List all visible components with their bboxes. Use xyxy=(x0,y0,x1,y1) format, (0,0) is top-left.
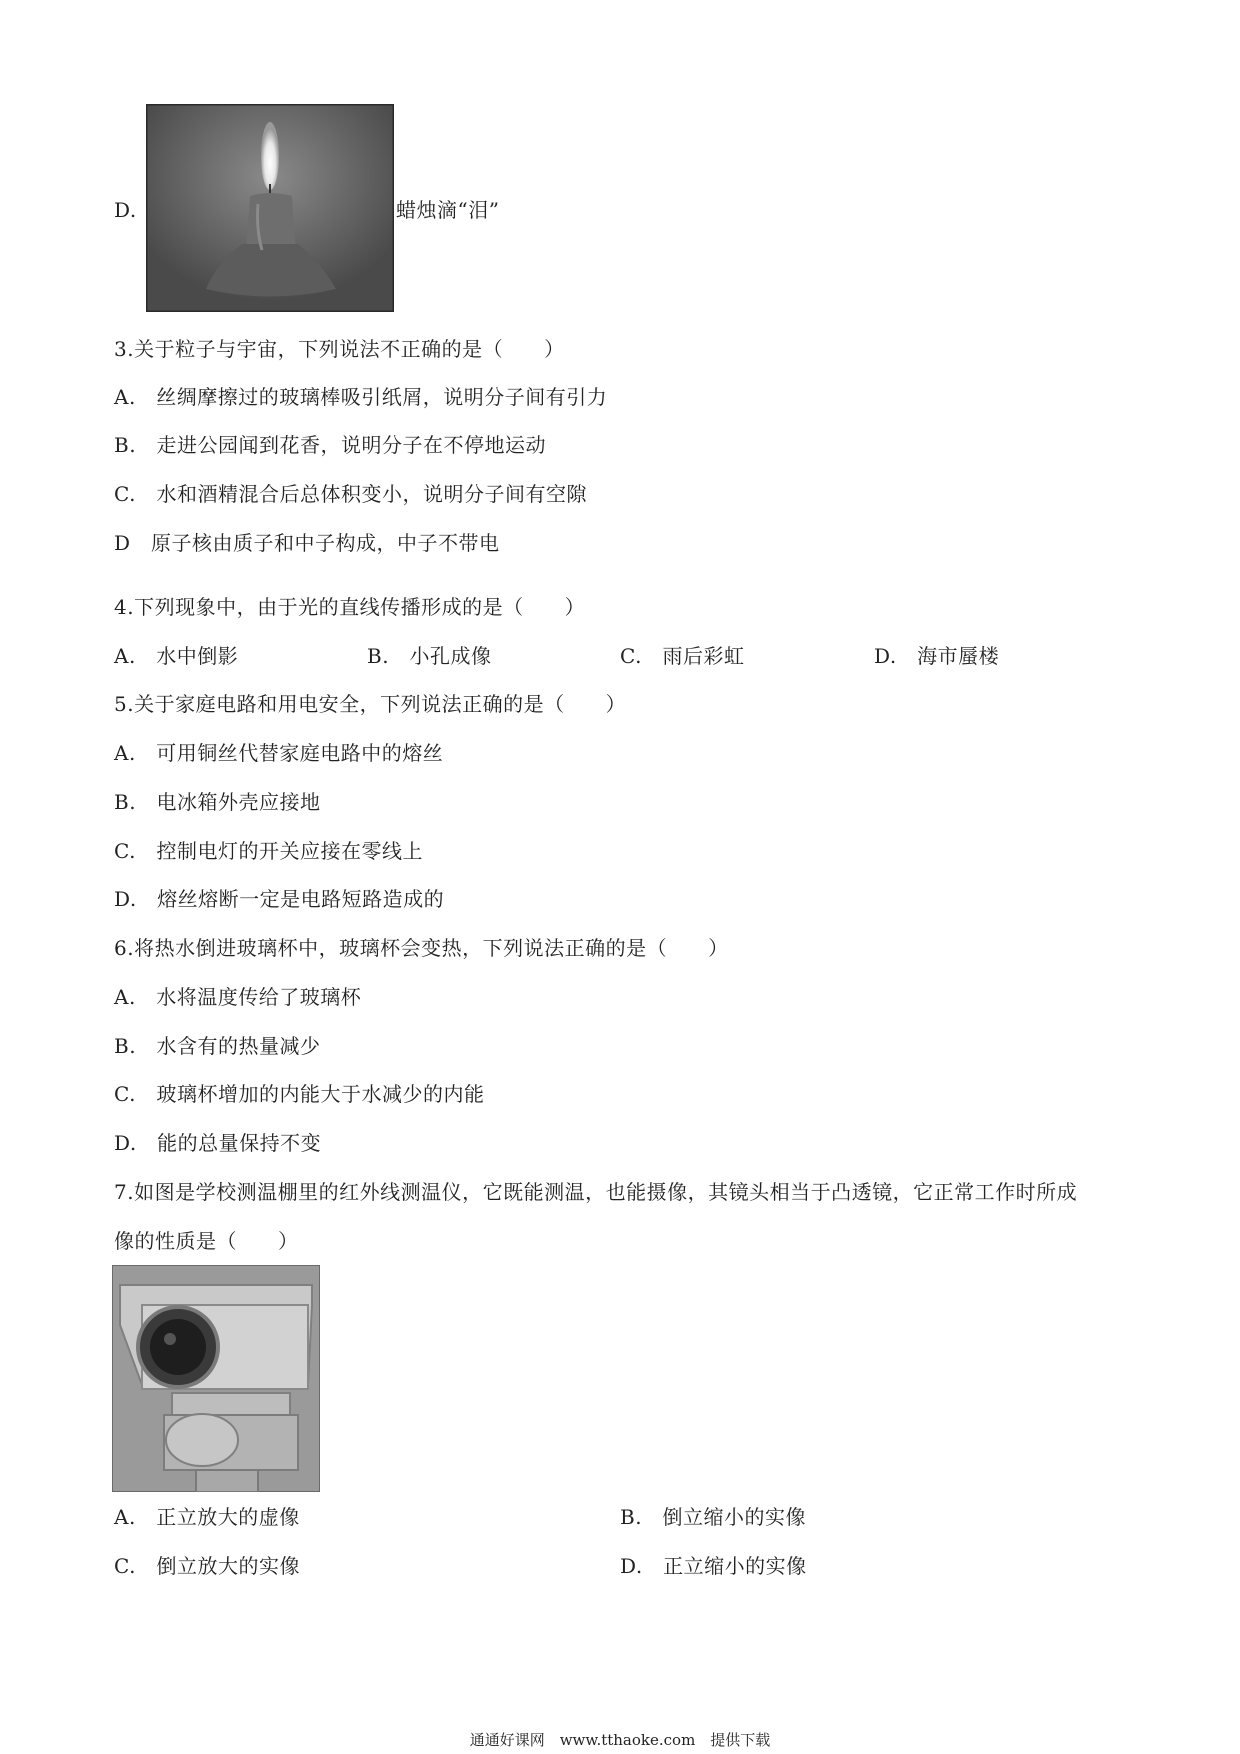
q7-option-b: B. 倒立缩小的实像 xyxy=(620,1505,807,1529)
q6-option-b: B. 水含有的热量减少 xyxy=(114,1034,321,1058)
q3-option-a: A. 丝绸摩擦过的玻璃棒吸引纸屑，说明分子间有引力 xyxy=(114,385,608,409)
q5-option-d: D. 熔丝熔断一定是电路短路造成的 xyxy=(114,887,445,911)
q7-option-d: D. 正立缩小的实像 xyxy=(620,1554,807,1578)
q5-option-a: A. 可用铜丝代替家庭电路中的熔丝 xyxy=(114,741,444,765)
q3-option-b: B. 走进公园闻到花香，说明分子在不停地运动 xyxy=(114,433,547,457)
q6-option-c: C. 玻璃杯增加的内能大于水减少的内能 xyxy=(114,1082,485,1106)
q4-stem: 4.下列现象中，由于光的直线传播形成的是（ ） xyxy=(114,595,586,619)
q2-option-d-caption: 蜡烛滴“泪” xyxy=(396,198,500,222)
infrared-camera-photo xyxy=(112,1265,320,1492)
q7-option-c: C. 倒立放大的实像 xyxy=(114,1554,300,1578)
q6-stem: 6.将热水倒进玻璃杯中，玻璃杯会变热，下列说法正确的是（ ） xyxy=(114,936,729,960)
q4-option-b: B. 小孔成像 xyxy=(367,644,492,668)
q2-option-d-letter: D. xyxy=(114,198,137,222)
candle-photo xyxy=(146,104,394,312)
q3-stem: 3.关于粒子与宇宙，下列说法不正确的是（ ） xyxy=(114,337,565,361)
q4-option-d: D. 海市蜃楼 xyxy=(874,644,1000,668)
q5-option-b: B. 电冰箱外壳应接地 xyxy=(114,790,321,814)
q6-option-a: A. 水将温度传给了玻璃杯 xyxy=(114,985,362,1009)
q4-option-a: A. 水中倒影 xyxy=(114,644,239,668)
q5-stem: 5.关于家庭电路和用电安全，下列说法正确的是（ ） xyxy=(114,692,627,716)
q7-stem-line-2: 像的性质是（ ） xyxy=(114,1229,299,1253)
q3-option-c: C. 水和酒精混合后总体积变小，说明分子间有空隙 xyxy=(114,482,587,506)
q6-option-d: D. 能的总量保持不变 xyxy=(114,1131,322,1155)
q4-option-c: C. 雨后彩虹 xyxy=(620,644,745,668)
page-footer: 通通好课网 www.tthaoke.com 提供下载 xyxy=(469,1731,771,1749)
q5-option-c: C. 控制电灯的开关应接在零线上 xyxy=(114,839,423,863)
q3-option-d: D 原子核由质子和中子构成，中子不带电 xyxy=(114,531,500,555)
q7-option-a: A. 正立放大的虚像 xyxy=(114,1505,300,1529)
q7-stem-line-1: 7.如图是学校测温棚里的红外线测温仪，它既能测温，也能摄像，其镜头相当于凸透镜，它正常工作时所成 xyxy=(114,1180,1078,1204)
